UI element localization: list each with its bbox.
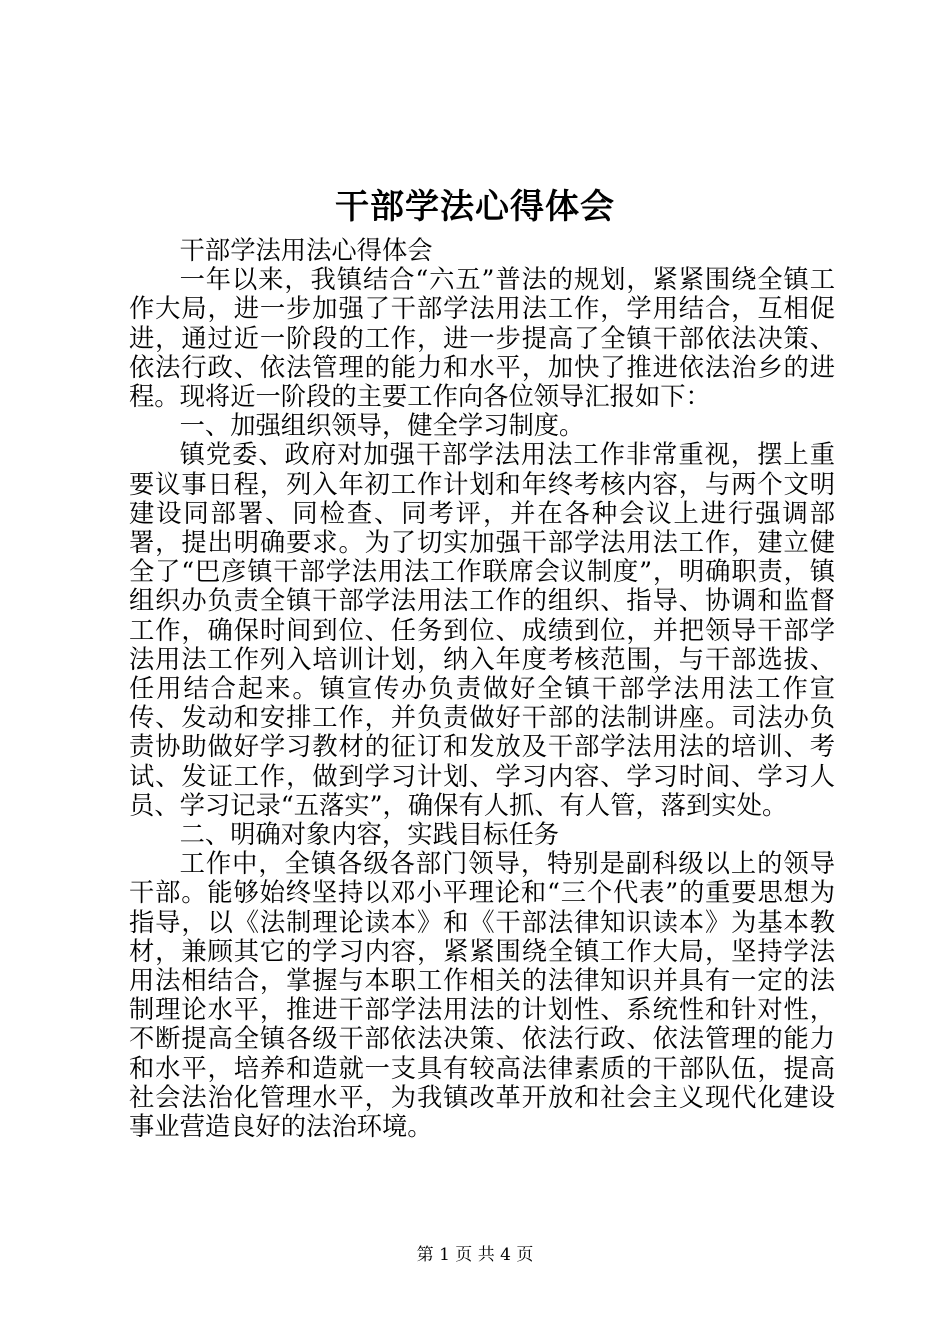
- subtitle-paragraph: 干部学法用法心得体会: [179, 236, 433, 265]
- section-1-paragraph: 镇党委、政府对加强干部学法用法工作非常重视，摆上重要议事日程，列入年初工作计划和年终考核内容，与两个文明建设同部署、同检查、同考评，并在各种会议上进行强调部署，提出明确要求。为了切实加强干部学法用法工作，建立健全了“巴彦镇干部学法用法工作联席会议制度”，明确职责，镇组织办负责全镇干部学法用法工作的组织、指导、协调和监督工作，确保时间到位、任务到位、成绩到位，并把领导干部学法用法工作列入培训计划，纳入年度考核范围，与干部选拔、任用结合起来。镇宣传办负责做好全镇干部学法用法工作宣传、发动和安排工作，并负责做好干部的法制讲座。司法办负责协助做好学习教材的征订和发放及干部学法用法的培训、考试、发证工作，做到学习计划、学习内容、学习时间、学习人员、学习记录“五落实”，确保有人抓、有人管，落到实处。: [129, 440, 835, 820]
- intro-paragraph: 一年以来，我镇结合“六五”普法的规划，紧紧围绕全镇工作大局，进一步加强了干部学法用法工作，学用结合，互相促进，通过近一阶段的工作，进一步提高了全镇干部依法决策、依法行政、依法管理的能力和水平，加快了推进依法治乡的进程。现将近一阶段的主要工作向各位领导汇报如下：: [129, 265, 835, 412]
- section-heading-2: 二、明确对象内容，实践目标任务: [179, 820, 560, 850]
- page-number-footer: 第 1 页 共 4 页: [416, 1245, 534, 1265]
- section-heading-1: 一、加强组织领导，健全学习制度。: [179, 411, 585, 441]
- section-2-paragraph: 工作中，全镇各级各部门领导，特别是副科级以上的领导干部。能够始终坚持以邓小平理论和“三个代表”的重要思想为指导，以《法制理论读本》和《干部法律知识读本》为基本教材，兼顾其它的学习内容，紧紧围绕全镇工作大局，坚持学法用法相结合，掌握与本职工作相关的法律知识并具有一定的法制理论水平，推进干部学法用法的计划性、系统性和针对性，不断提高全镇各级干部依法决策、依法行政、依法管理的能力和水平，培养和造就一支具有较高法律素质的干部队伍，提高社会法治化管理水平，为我镇改革开放和社会主义现代化建设事业营造良好的法治环境。: [129, 849, 835, 1142]
- document-body: [129, 236, 835, 1141]
- document-title: 干部学法心得体会: [335, 187, 615, 227]
